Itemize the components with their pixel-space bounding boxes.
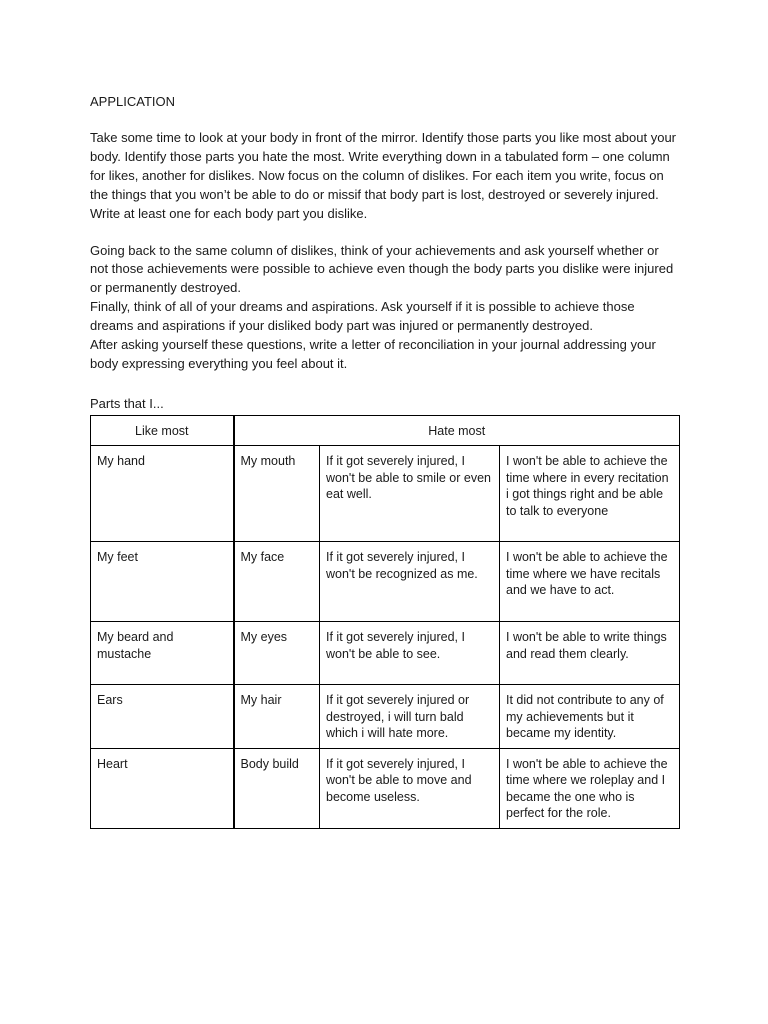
instruction-paragraph-3: Finally, think of all of your dreams and aspirations. Ask yourself if it is possible to achieve those dreams and aspirations if your disliked body part was injured or permanently destroyed. — [90, 299, 635, 334]
cell-hate-part: My face — [234, 542, 320, 622]
table-header-row — [91, 415, 680, 446]
cell-effect: If it got severely injured, I won't be recognized as me. — [320, 542, 500, 622]
paragraph-spacer — [90, 224, 680, 242]
cell-achievement: I won't be able to write things and read them clearly. — [500, 622, 680, 685]
header-hate-most: Hate most — [234, 415, 680, 446]
likes-dislikes-table — [90, 415, 680, 829]
document-page — [90, 92, 680, 829]
cell-achievement: I won't be able to achieve the time where in every recitation i got things right and be able to talk to everyone — [500, 446, 680, 542]
cell-effect: If it got severely injured or destroyed, i will turn bald which i will hate more. — [320, 685, 500, 749]
cell-effect: If it got severely injured, I won't be able to see. — [320, 622, 500, 685]
instruction-paragraph-4: After asking yourself these questions, write a letter of reconciliation in your journal addressing your body expressing everything you feel about it. — [90, 337, 656, 371]
table-caption: Parts that I... — [90, 395, 164, 411]
cell-hate-part: My mouth — [234, 446, 320, 542]
cell-hate-part: My eyes — [234, 622, 320, 685]
document-heading: APPLICATION — [90, 94, 176, 109]
cell-like-part: Heart — [91, 748, 234, 828]
table-row — [91, 542, 680, 622]
table-row — [91, 748, 680, 828]
cell-like-part: My feet — [91, 542, 234, 622]
table-row — [91, 622, 680, 685]
cell-hate-part: My hair — [234, 685, 320, 749]
cell-hate-part: Body build — [234, 748, 320, 828]
cell-effect: If it got severely injured, I won't be able to move and become useless. — [320, 748, 500, 828]
cell-achievement: I won't be able to achieve the time where we roleplay and I became the one who is perfect for the role. — [500, 748, 680, 828]
instruction-paragraph-1: Take some time to look at your body in front of the mirror. Identify those parts you like most about your body. Identify those parts you hate the most. Write everything down in a tabulated form – one column for likes, another for dislikes. Now focus on the column of dislikes. For each item you write, focus on the things that you won’t be able to do or missif that body part is lost, destroyed or severely injured. Write at least one for each body part you dislike. — [90, 130, 677, 221]
cell-achievement: It did not contribute to any of my achievements but it became my identity. — [500, 685, 680, 749]
cell-effect: If it got severely injured, I won't be able to smile or even eat well. — [320, 446, 500, 542]
instruction-paragraph-2: Going back to the same column of dislikes, think of your achievements and ask yourself whether or not those achievements were possible to achieve even though the body parts you dislike were injured or permanently destroyed. — [90, 242, 674, 296]
table-row — [91, 446, 680, 542]
cell-like-part: Ears — [91, 685, 234, 749]
cell-achievement: I won't be able to achieve the time where we have recitals and we have to act. — [500, 542, 680, 622]
cell-like-part: My beard and mustache — [91, 622, 234, 685]
header-like-most: Like most — [91, 415, 234, 446]
cell-like-part: My hand — [91, 446, 234, 542]
table-row — [91, 685, 680, 749]
